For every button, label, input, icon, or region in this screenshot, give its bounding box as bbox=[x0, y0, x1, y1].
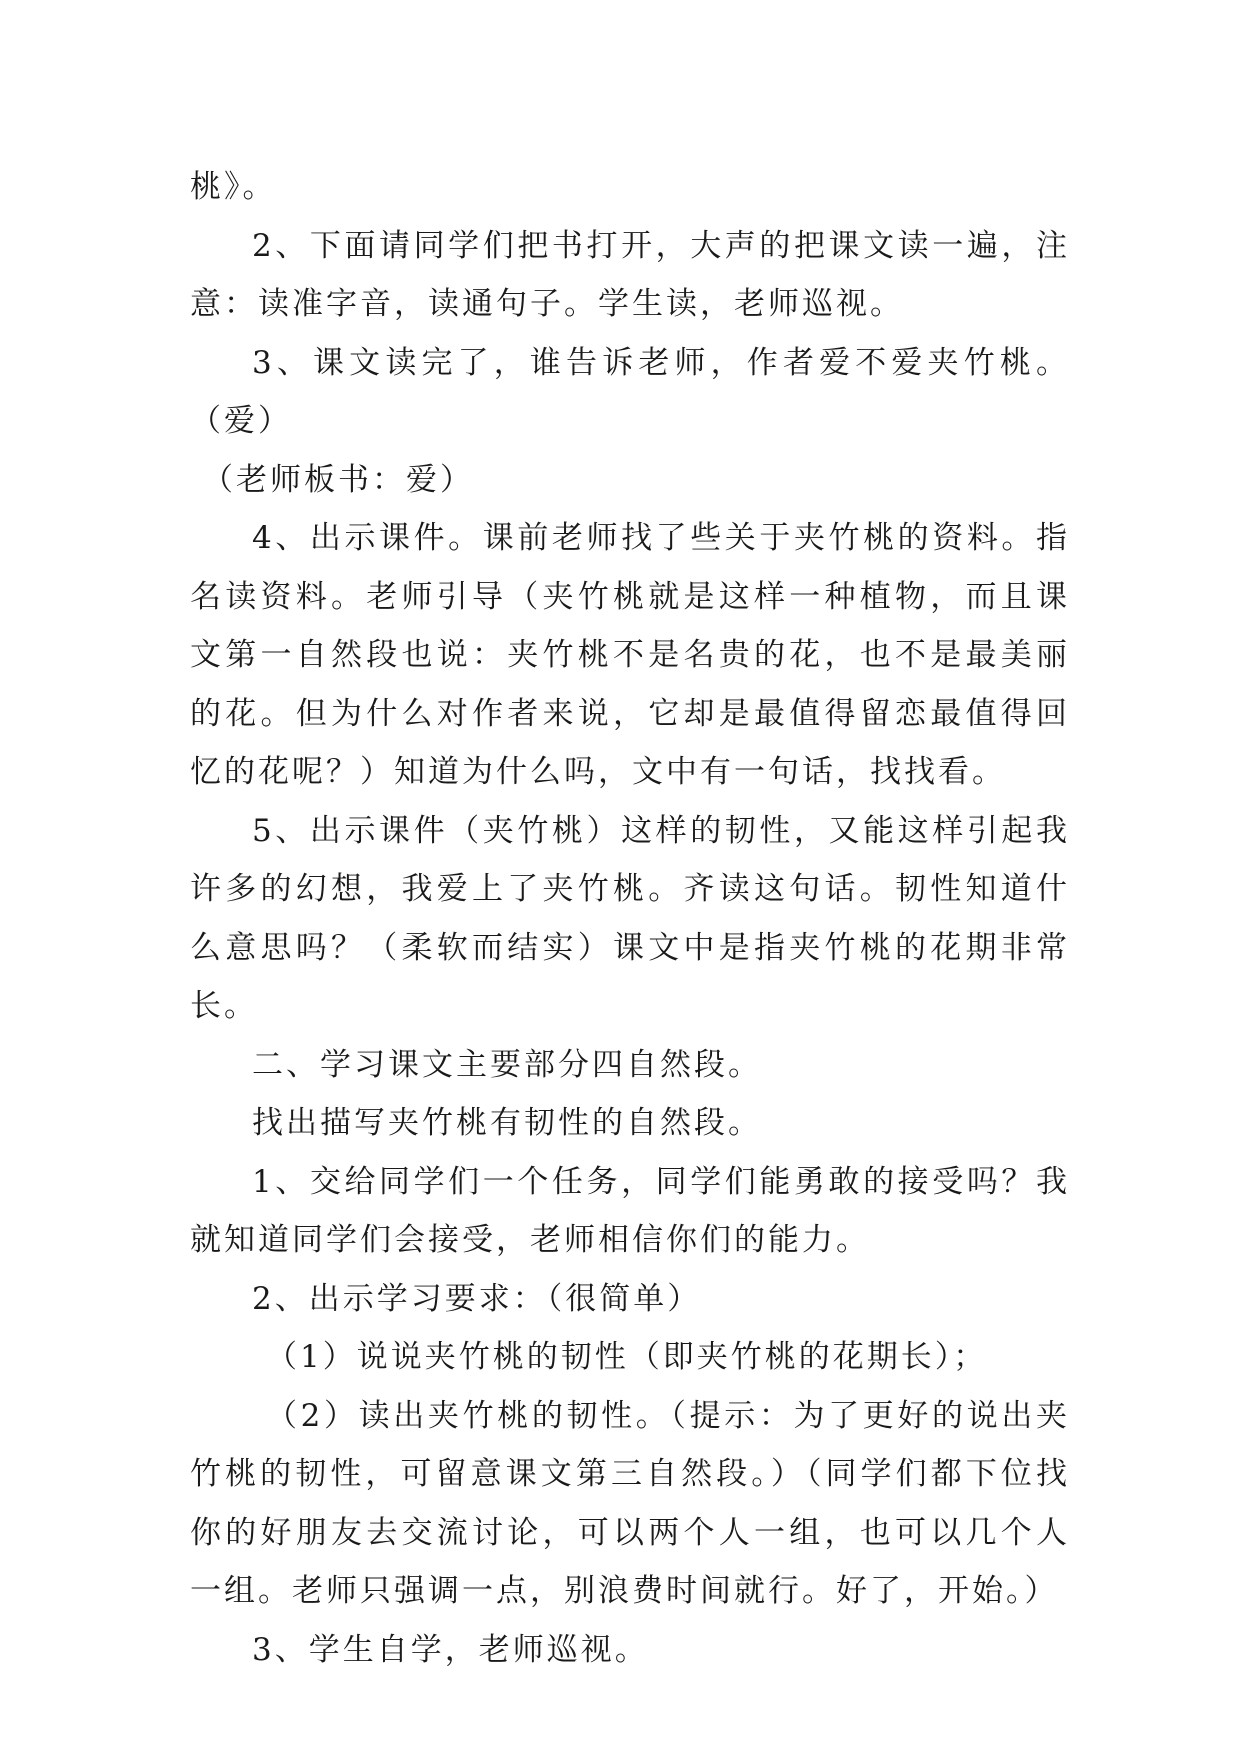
paragraph-find-task: 找出描写夹竹桃有韧性的自然段。 bbox=[252, 1105, 762, 1141]
paragraph-requirement-2: （2）读出夹竹桃的韧性。（提示：为了更好的说出夹竹桃的韧性，可留意课文第三自然段。）（同学们都下位找你的好朋友去交流讨论，可以两个人一组，也可以几个人一组。老师只强调一点，别浪费时间就行。好了，开始。） bbox=[190, 1397, 1070, 1609]
paragraph-step-4: 4、出示课件。课前老师找了些关于夹竹桃的资料。指名读资料。老师引导（夹竹桃就是这样一种植物，而且课文第一自然段也说：夹竹桃不是名贵的花，也不是最美丽的花。但为什么对作者来说，它却是最值得留恋最值得回忆的花呢？）知道为什么吗，文中有一句话，找找看。 bbox=[190, 520, 1070, 790]
paragraph-step-3: 3、课文读完了，谁告诉老师，作者爱不爱夹竹桃。（爱） bbox=[190, 344, 1070, 439]
paragraph-requirement-1: （1）说说夹竹桃的韧性（即夹竹桃的花期长）； bbox=[266, 1339, 988, 1375]
paragraph-step-5: 5、出示课件（夹竹桃）这样的韧性，又能这样引起我许多的幻想，我爱上了夹竹桃。齐读这句话。韧性知道什么意思吗？（柔软而结实）课文中是指夹竹桃的花期非常长。 bbox=[190, 812, 1070, 1024]
paragraph-task-3: 3、学生自学，老师巡视。 bbox=[252, 1631, 649, 1668]
paragraph-section-2-heading: 二、学习课文主要部分四自然段。 bbox=[252, 1046, 762, 1083]
paragraph-step-2: 2、下面请同学们把书打开，大声的把课文读一遍，注意：读准字音，读通句子。学生读，老师巡视。 bbox=[190, 227, 1070, 322]
paragraph-task-2: 2、出示学习要求：（很简单） bbox=[252, 1280, 702, 1317]
body-text bbox=[190, 158, 1070, 1679]
paragraph-task-1: 1、交给同学们一个任务，同学们能勇敢的接受吗？我就知道同学们会接受，老师相信你们的能力。 bbox=[190, 1163, 1070, 1258]
paragraph-continuation: 桃》。 bbox=[190, 169, 277, 205]
paragraph-board-note: （老师板书：爱） bbox=[202, 461, 474, 498]
